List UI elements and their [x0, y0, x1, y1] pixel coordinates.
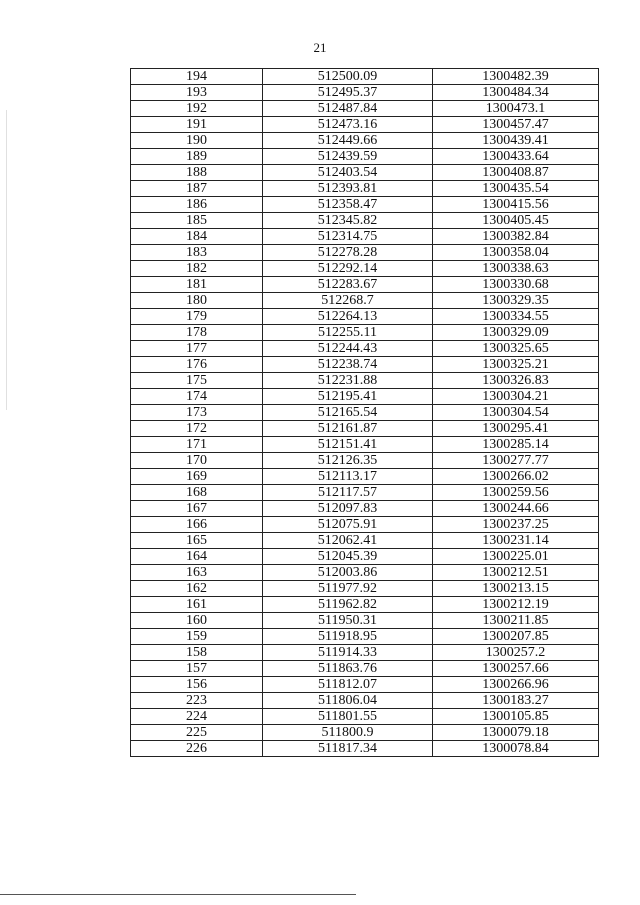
x-coordinate-cell: 512449.66: [263, 133, 433, 149]
table-row: [131, 645, 599, 661]
y-coordinate-cell: 1300330.68: [433, 277, 599, 293]
x-coordinate-cell: 511800.9: [263, 725, 433, 741]
table-row: [131, 453, 599, 469]
point-number-cell: 169: [131, 469, 263, 485]
x-coordinate-cell: 512495.37: [263, 85, 433, 101]
point-number-cell: 190: [131, 133, 263, 149]
x-coordinate-cell: 512195.41: [263, 389, 433, 405]
point-number-cell: 161: [131, 597, 263, 613]
y-coordinate-cell: 1300473.1: [433, 101, 599, 117]
y-coordinate-cell: 1300358.04: [433, 245, 599, 261]
table-row: [131, 693, 599, 709]
y-coordinate-cell: 1300439.41: [433, 133, 599, 149]
point-number-cell: 178: [131, 325, 263, 341]
table-row: [131, 597, 599, 613]
point-number-cell: 180: [131, 293, 263, 309]
table-row: [131, 517, 599, 533]
y-coordinate-cell: 1300326.83: [433, 373, 599, 389]
x-coordinate-cell: 512045.39: [263, 549, 433, 565]
table-row: [131, 309, 599, 325]
point-number-cell: 225: [131, 725, 263, 741]
x-coordinate-cell: 512278.28: [263, 245, 433, 261]
point-number-cell: 174: [131, 389, 263, 405]
x-coordinate-cell: 512244.43: [263, 341, 433, 357]
point-number-cell: 224: [131, 709, 263, 725]
point-number-cell: 172: [131, 421, 263, 437]
y-coordinate-cell: 1300257.2: [433, 645, 599, 661]
point-number-cell: 164: [131, 549, 263, 565]
x-coordinate-cell: 511801.55: [263, 709, 433, 725]
table-row: [131, 741, 599, 757]
point-number-cell: 186: [131, 197, 263, 213]
y-coordinate-cell: 1300079.18: [433, 725, 599, 741]
x-coordinate-cell: 512165.54: [263, 405, 433, 421]
y-coordinate-cell: 1300211.85: [433, 613, 599, 629]
table-row: [131, 421, 599, 437]
y-coordinate-cell: 1300457.47: [433, 117, 599, 133]
point-number-cell: 226: [131, 741, 263, 757]
x-coordinate-cell: 512255.11: [263, 325, 433, 341]
table-row: [131, 197, 599, 213]
y-coordinate-cell: 1300105.85: [433, 709, 599, 725]
point-number-cell: 179: [131, 309, 263, 325]
table-row: [131, 293, 599, 309]
y-coordinate-cell: 1300295.41: [433, 421, 599, 437]
y-coordinate-cell: 1300231.14: [433, 533, 599, 549]
table-row: [131, 661, 599, 677]
point-number-cell: 192: [131, 101, 263, 117]
x-coordinate-cell: 511962.82: [263, 597, 433, 613]
table-row: [131, 133, 599, 149]
x-coordinate-cell: 512403.54: [263, 165, 433, 181]
table-row: [131, 85, 599, 101]
point-number-cell: 176: [131, 357, 263, 373]
table-row: [131, 181, 599, 197]
table-row: [131, 629, 599, 645]
y-coordinate-cell: 1300237.25: [433, 517, 599, 533]
x-coordinate-cell: 512003.86: [263, 565, 433, 581]
x-coordinate-cell: 512500.09: [263, 69, 433, 85]
table-row: [131, 501, 599, 517]
y-coordinate-cell: 1300325.21: [433, 357, 599, 373]
point-number-cell: 158: [131, 645, 263, 661]
y-coordinate-cell: 1300408.87: [433, 165, 599, 181]
scan-margin-mark: [6, 110, 7, 410]
y-coordinate-cell: 1300329.09: [433, 325, 599, 341]
table-row: [131, 725, 599, 741]
y-coordinate-cell: 1300304.54: [433, 405, 599, 421]
table-row: [131, 549, 599, 565]
point-number-cell: 166: [131, 517, 263, 533]
y-coordinate-cell: 1300415.56: [433, 197, 599, 213]
coordinates-table: [130, 68, 599, 757]
table-row: [131, 277, 599, 293]
x-coordinate-cell: 512151.41: [263, 437, 433, 453]
point-number-cell: 184: [131, 229, 263, 245]
point-number-cell: 223: [131, 693, 263, 709]
y-coordinate-cell: 1300405.45: [433, 213, 599, 229]
table-row: [131, 565, 599, 581]
x-coordinate-cell: 512292.14: [263, 261, 433, 277]
footnote-rule: [0, 894, 356, 895]
table-row: [131, 341, 599, 357]
x-coordinate-cell: 512231.88: [263, 373, 433, 389]
table-row: [131, 245, 599, 261]
y-coordinate-cell: 1300325.65: [433, 341, 599, 357]
x-coordinate-cell: 511817.34: [263, 741, 433, 757]
table-row: [131, 405, 599, 421]
table-row: [131, 709, 599, 725]
y-coordinate-cell: 1300334.55: [433, 309, 599, 325]
y-coordinate-cell: 1300207.85: [433, 629, 599, 645]
point-number-cell: 170: [131, 453, 263, 469]
x-coordinate-cell: 511977.92: [263, 581, 433, 597]
point-number-cell: 171: [131, 437, 263, 453]
table-row: [131, 613, 599, 629]
point-number-cell: 177: [131, 341, 263, 357]
x-coordinate-cell: 512283.67: [263, 277, 433, 293]
x-coordinate-cell: 512487.84: [263, 101, 433, 117]
point-number-cell: 168: [131, 485, 263, 501]
point-number-cell: 183: [131, 245, 263, 261]
table-row: [131, 389, 599, 405]
point-number-cell: 181: [131, 277, 263, 293]
y-coordinate-cell: 1300435.54: [433, 181, 599, 197]
point-number-cell: 194: [131, 69, 263, 85]
table-row: [131, 69, 599, 85]
x-coordinate-cell: 512238.74: [263, 357, 433, 373]
point-number-cell: 188: [131, 165, 263, 181]
table-row: [131, 149, 599, 165]
point-number-cell: 189: [131, 149, 263, 165]
point-number-cell: 175: [131, 373, 263, 389]
point-number-cell: 182: [131, 261, 263, 277]
y-coordinate-cell: 1300433.64: [433, 149, 599, 165]
y-coordinate-cell: 1300212.19: [433, 597, 599, 613]
page-number: 21: [313, 40, 327, 55]
x-coordinate-cell: 511950.31: [263, 613, 433, 629]
point-number-cell: 160: [131, 613, 263, 629]
x-coordinate-cell: 512126.35: [263, 453, 433, 469]
point-number-cell: 163: [131, 565, 263, 581]
point-number-cell: 157: [131, 661, 263, 677]
point-number-cell: 165: [131, 533, 263, 549]
x-coordinate-cell: 512062.41: [263, 533, 433, 549]
y-coordinate-cell: 1300244.66: [433, 501, 599, 517]
x-coordinate-cell: 512161.87: [263, 421, 433, 437]
x-coordinate-cell: 512097.83: [263, 501, 433, 517]
point-number-cell: 159: [131, 629, 263, 645]
y-coordinate-cell: 1300277.77: [433, 453, 599, 469]
x-coordinate-cell: 512314.75: [263, 229, 433, 245]
point-number-cell: 162: [131, 581, 263, 597]
y-coordinate-cell: 1300212.51: [433, 565, 599, 581]
table-row: [131, 213, 599, 229]
table-row: [131, 533, 599, 549]
table-row: [131, 357, 599, 373]
table-row: [131, 325, 599, 341]
y-coordinate-cell: 1300484.34: [433, 85, 599, 101]
table-row: [131, 117, 599, 133]
table-row: [131, 261, 599, 277]
x-coordinate-cell: 512439.59: [263, 149, 433, 165]
coordinates-table-body: [131, 69, 599, 757]
table-row: [131, 373, 599, 389]
x-coordinate-cell: 511812.07: [263, 677, 433, 693]
y-coordinate-cell: 1300266.96: [433, 677, 599, 693]
point-number-cell: 167: [131, 501, 263, 517]
x-coordinate-cell: 512268.7: [263, 293, 433, 309]
y-coordinate-cell: 1300285.14: [433, 437, 599, 453]
y-coordinate-cell: 1300304.21: [433, 389, 599, 405]
x-coordinate-cell: 511914.33: [263, 645, 433, 661]
x-coordinate-cell: 511806.04: [263, 693, 433, 709]
y-coordinate-cell: 1300338.63: [433, 261, 599, 277]
x-coordinate-cell: 512393.81: [263, 181, 433, 197]
x-coordinate-cell: 512113.17: [263, 469, 433, 485]
y-coordinate-cell: 1300183.27: [433, 693, 599, 709]
point-number-cell: 187: [131, 181, 263, 197]
x-coordinate-cell: 512264.13: [263, 309, 433, 325]
table-row: [131, 165, 599, 181]
table-row: [131, 229, 599, 245]
y-coordinate-cell: 1300266.02: [433, 469, 599, 485]
x-coordinate-cell: 512345.82: [263, 213, 433, 229]
y-coordinate-cell: 1300257.66: [433, 661, 599, 677]
y-coordinate-cell: 1300382.84: [433, 229, 599, 245]
point-number-cell: 185: [131, 213, 263, 229]
x-coordinate-cell: 512075.91: [263, 517, 433, 533]
table-row: [131, 677, 599, 693]
x-coordinate-cell: 511863.76: [263, 661, 433, 677]
x-coordinate-cell: 512473.16: [263, 117, 433, 133]
y-coordinate-cell: 1300259.56: [433, 485, 599, 501]
x-coordinate-cell: 512358.47: [263, 197, 433, 213]
y-coordinate-cell: 1300078.84: [433, 741, 599, 757]
table-row: [131, 101, 599, 117]
x-coordinate-cell: 512117.57: [263, 485, 433, 501]
y-coordinate-cell: 1300225.01: [433, 549, 599, 565]
y-coordinate-cell: 1300213.15: [433, 581, 599, 597]
x-coordinate-cell: 511918.95: [263, 629, 433, 645]
y-coordinate-cell: 1300482.39: [433, 69, 599, 85]
table-row: [131, 437, 599, 453]
point-number-cell: 173: [131, 405, 263, 421]
point-number-cell: 193: [131, 85, 263, 101]
y-coordinate-cell: 1300329.35: [433, 293, 599, 309]
table-row: [131, 469, 599, 485]
table-row: [131, 581, 599, 597]
point-number-cell: 191: [131, 117, 263, 133]
table-row: [131, 485, 599, 501]
point-number-cell: 156: [131, 677, 263, 693]
